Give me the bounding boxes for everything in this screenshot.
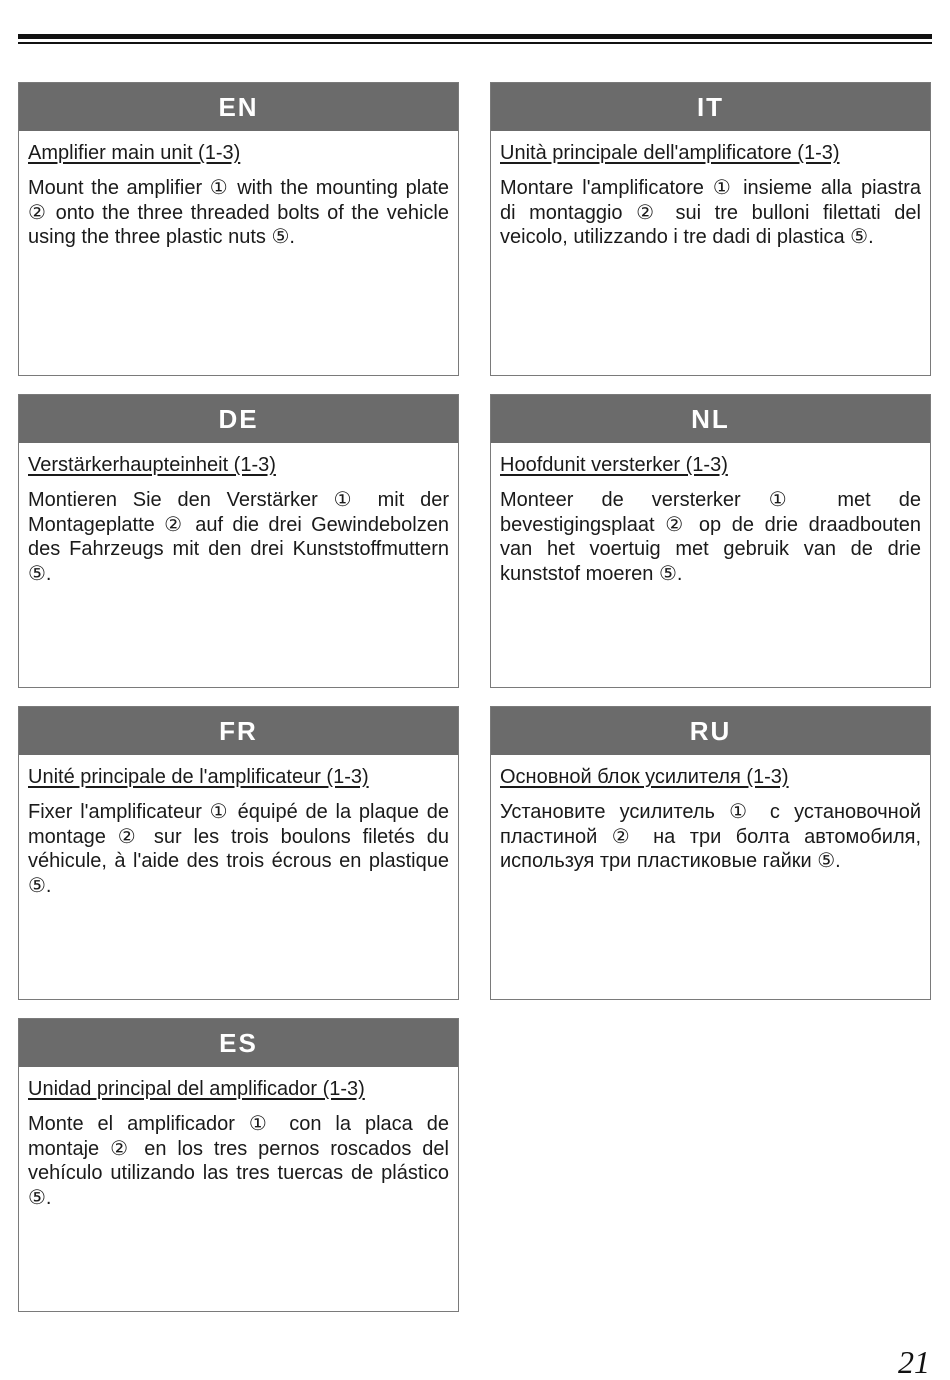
language-code-nl: NL <box>491 395 930 443</box>
section-title-fr: Unité principale de l'amplificateur (1-3) <box>28 766 369 788</box>
section-title-de: Verstärkerhaupteinheit (1-3) <box>28 454 276 476</box>
language-code-it: IT <box>491 83 930 131</box>
language-code-fr: FR <box>19 707 458 755</box>
section-title-nl: Hoofdunit versterker (1-3) <box>500 454 728 476</box>
section-es <box>18 1018 459 1312</box>
section-ru <box>490 706 931 1000</box>
language-code-ru: RU <box>491 707 930 755</box>
section-nl <box>490 394 931 688</box>
section-text-es: Monte el amplificador ① con la placa de montaje ② en los tres pernos roscados del vehículo utilizando las tres tuercas de plástico ⑤. <box>28 1113 449 1209</box>
section-fr <box>18 706 459 1000</box>
section-text-it: Montare l'amplificatore ① insieme alla piastra di montaggio ② sui tre bulloni filettati del veicolo, utilizzando i tre dadi di plastica ⑤. <box>500 177 921 248</box>
section-title-es: Unidad principal del amplificador (1-3) <box>28 1078 365 1100</box>
section-text-fr: Fixer l'amplificateur ① équipé de la plaque de montage ② sur les trois boulons filetés du véhicule, à l'aide des trois écrous en plastique ⑤. <box>28 801 449 897</box>
section-title-it: Unità principale dell'amplificatore (1-3) <box>500 142 840 164</box>
section-text-en: Mount the amplifier ① with the mounting plate ② onto the three threaded bolts of the vehicle using the three plastic nuts ⑤. <box>28 177 449 248</box>
section-en <box>18 82 459 376</box>
section-text-nl: Monteer de versterker ① met de bevestigingsplaat ② op de drie draadbouten van het voertuig met gebruik van de drie kunststof moeren ⑤. <box>500 489 921 585</box>
top-rule-thick <box>18 34 932 39</box>
section-title-en: Amplifier main unit (1-3) <box>28 142 241 164</box>
language-code-en: EN <box>19 83 458 131</box>
section-title-ru: Основной блок усилителя (1-3) <box>500 766 789 788</box>
section-text-de: Montieren Sie den Verstärker ① mit der Montageplatte ② auf die drei Gewindebolzen des Fahrzeugs mit den drei Kunststoffmuttern ⑤. <box>28 489 449 585</box>
language-code-de: DE <box>19 395 458 443</box>
language-code-es: ES <box>19 1019 458 1067</box>
section-it <box>490 82 931 376</box>
section-de <box>18 394 459 688</box>
section-text-ru: Установите усилитель ① с установочной пластиной ② на три болта автомобиля, используя три пластиковые гайки ⑤. <box>500 801 921 872</box>
page-number: 21 <box>898 1344 930 1380</box>
top-rule-thin <box>18 42 932 44</box>
